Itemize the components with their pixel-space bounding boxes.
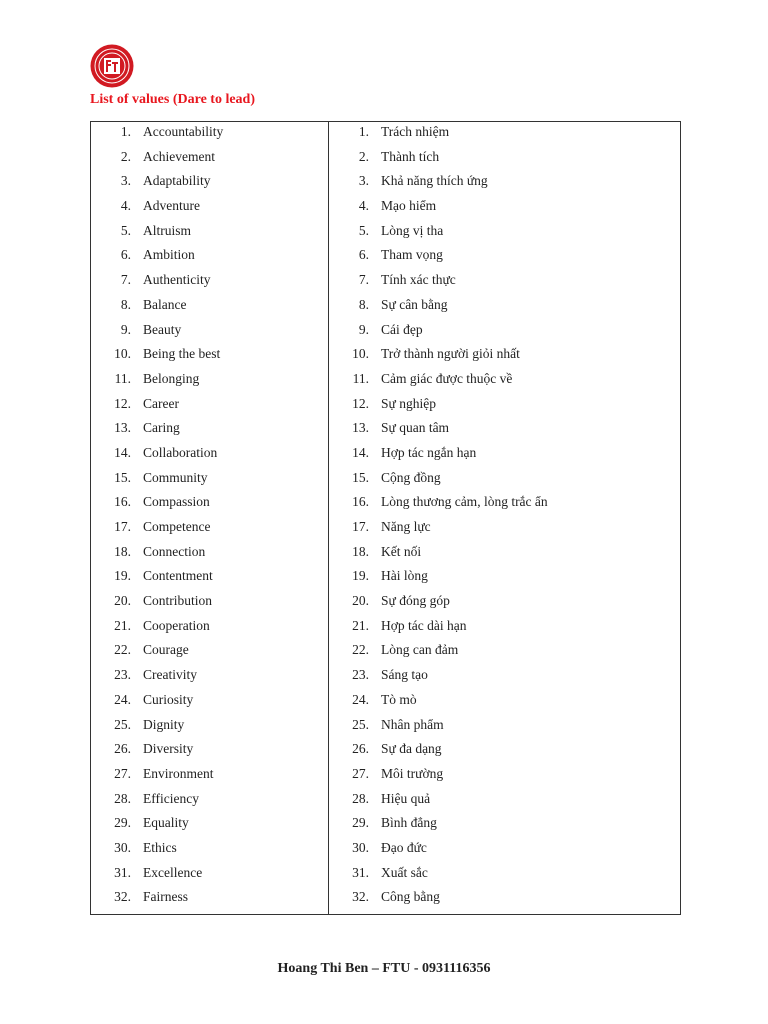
item-number: 18. bbox=[114, 543, 131, 559]
item-text: Sáng tạo bbox=[381, 667, 428, 683]
item-number: 15. bbox=[352, 469, 369, 485]
item-number: 31. bbox=[352, 864, 369, 880]
item-text: Tò mò bbox=[381, 691, 417, 707]
item-text: Sự quan tâm bbox=[381, 420, 450, 436]
item-text: Accountability bbox=[143, 124, 224, 139]
vietnamese-value-item bbox=[329, 642, 680, 667]
item-number: 19. bbox=[352, 568, 369, 584]
english-value-item bbox=[91, 322, 328, 347]
vietnamese-value-item bbox=[329, 815, 680, 840]
item-number: 3. bbox=[120, 173, 131, 189]
item-text: Năng lực bbox=[381, 519, 431, 534]
item-number: 1. bbox=[358, 124, 369, 139]
item-text: Achievement bbox=[143, 148, 215, 164]
item-number: 10. bbox=[352, 346, 369, 362]
item-text: Collaboration bbox=[143, 444, 218, 460]
item-number: 32. bbox=[114, 889, 131, 905]
item-number: 16. bbox=[352, 494, 369, 510]
item-text: Lòng thương cảm, lòng trắc ẩn bbox=[381, 494, 548, 510]
item-number: 13. bbox=[114, 420, 131, 436]
english-value-item bbox=[91, 692, 328, 717]
item-number: 29. bbox=[114, 815, 131, 831]
item-text: Altruism bbox=[143, 222, 192, 238]
vietnamese-value-item bbox=[329, 568, 680, 593]
item-text: Mạo hiểm bbox=[381, 198, 437, 214]
item-text: Contentment bbox=[143, 568, 213, 584]
item-text: Sự đa dạng bbox=[381, 741, 442, 757]
vietnamese-value-item bbox=[329, 149, 680, 174]
item-text: Equality bbox=[143, 815, 189, 831]
item-number: 20. bbox=[114, 593, 131, 609]
item-text: Sự nghiệp bbox=[381, 395, 436, 411]
item-number: 21. bbox=[352, 617, 369, 633]
item-text: Fairness bbox=[143, 889, 188, 905]
english-value-item bbox=[91, 198, 328, 223]
english-value-item bbox=[91, 124, 328, 149]
ftu-logo-icon bbox=[90, 44, 134, 88]
english-value-item bbox=[91, 297, 328, 322]
item-number: 30. bbox=[352, 839, 369, 855]
item-number: 17. bbox=[352, 519, 369, 534]
english-value-item bbox=[91, 568, 328, 593]
item-number: 16. bbox=[114, 494, 131, 510]
item-text: Dignity bbox=[143, 716, 185, 732]
english-value-item bbox=[91, 247, 328, 272]
english-value-item bbox=[91, 396, 328, 421]
item-text: Kết nối bbox=[381, 543, 422, 559]
item-text: Hợp tác ngắn hạn bbox=[381, 444, 477, 460]
vietnamese-value-item bbox=[329, 173, 680, 198]
item-text: Tham vọng bbox=[381, 247, 443, 263]
vietnamese-values-column bbox=[329, 122, 681, 915]
vietnamese-value-item bbox=[329, 124, 680, 149]
item-number: 32. bbox=[352, 889, 369, 905]
item-number: 7. bbox=[120, 272, 131, 288]
vietnamese-value-item bbox=[329, 494, 680, 519]
item-number: 12. bbox=[352, 395, 369, 411]
item-text: Thành tích bbox=[381, 148, 440, 164]
english-value-item bbox=[91, 445, 328, 470]
vietnamese-value-item bbox=[329, 667, 680, 692]
item-number: 29. bbox=[352, 815, 369, 831]
english-value-item bbox=[91, 791, 328, 816]
item-number: 4. bbox=[358, 198, 369, 214]
item-number: 10. bbox=[114, 346, 131, 362]
english-value-item bbox=[91, 741, 328, 766]
item-number: 21. bbox=[114, 617, 131, 633]
item-number: 6. bbox=[120, 247, 131, 263]
item-number: 2. bbox=[358, 148, 369, 164]
item-text: Trách nhiệm bbox=[381, 124, 450, 139]
item-text: Công bằng bbox=[381, 889, 440, 905]
item-text: Cái đẹp bbox=[381, 321, 423, 337]
item-number: 15. bbox=[114, 469, 131, 485]
item-number: 2. bbox=[120, 148, 131, 164]
english-value-item bbox=[91, 618, 328, 643]
english-value-item bbox=[91, 840, 328, 865]
vietnamese-value-item bbox=[329, 322, 680, 347]
item-number: 11. bbox=[114, 370, 131, 386]
item-number: 27. bbox=[352, 765, 369, 781]
item-text: Ethics bbox=[143, 839, 177, 855]
item-number: 25. bbox=[114, 716, 131, 732]
vietnamese-value-item bbox=[329, 618, 680, 643]
item-text: Efficiency bbox=[143, 790, 199, 806]
item-number: 26. bbox=[352, 741, 369, 757]
english-value-item bbox=[91, 815, 328, 840]
item-text: Authenticity bbox=[143, 272, 211, 288]
item-number: 13. bbox=[352, 420, 369, 436]
item-text: Sự cân bằng bbox=[381, 296, 448, 312]
vietnamese-value-item bbox=[329, 593, 680, 618]
english-value-item bbox=[91, 593, 328, 618]
vietnamese-value-item bbox=[329, 692, 680, 717]
item-number: 11. bbox=[352, 370, 369, 386]
item-number: 22. bbox=[352, 642, 369, 658]
item-text: Tính xác thực bbox=[381, 272, 456, 288]
vietnamese-value-item bbox=[329, 272, 680, 297]
item-number: 8. bbox=[120, 296, 131, 312]
english-values-list bbox=[91, 122, 328, 914]
item-number: 24. bbox=[114, 691, 131, 707]
english-value-item bbox=[91, 889, 328, 914]
vietnamese-value-item bbox=[329, 346, 680, 371]
vietnamese-value-item bbox=[329, 544, 680, 569]
vietnamese-values-list bbox=[329, 122, 680, 914]
item-text: Environment bbox=[143, 765, 214, 781]
item-text: Adventure bbox=[143, 198, 200, 214]
item-number: 23. bbox=[114, 667, 131, 683]
item-text: Khả năng thích ứng bbox=[381, 173, 488, 189]
item-text: Xuất sắc bbox=[381, 864, 428, 880]
vietnamese-value-item bbox=[329, 717, 680, 742]
item-number: 25. bbox=[352, 716, 369, 732]
english-value-item bbox=[91, 173, 328, 198]
item-number: 17. bbox=[114, 519, 131, 534]
item-text: Balance bbox=[143, 296, 187, 312]
item-number: 9. bbox=[358, 321, 369, 337]
english-value-item bbox=[91, 272, 328, 297]
vietnamese-value-item bbox=[329, 247, 680, 272]
vietnamese-value-item bbox=[329, 840, 680, 865]
item-text: Belonging bbox=[143, 370, 200, 386]
item-text: Career bbox=[143, 395, 179, 411]
item-text: Lòng can đảm bbox=[381, 642, 459, 658]
item-text: Contribution bbox=[143, 593, 213, 609]
item-number: 4. bbox=[120, 198, 131, 214]
english-value-item bbox=[91, 223, 328, 248]
item-number: 28. bbox=[352, 790, 369, 806]
vietnamese-value-item bbox=[329, 791, 680, 816]
item-number: 26. bbox=[114, 741, 131, 757]
vietnamese-value-item bbox=[329, 445, 680, 470]
item-text: Lòng vị tha bbox=[381, 222, 444, 238]
english-value-item bbox=[91, 470, 328, 495]
english-value-item bbox=[91, 642, 328, 667]
english-value-item bbox=[91, 346, 328, 371]
item-number: 28. bbox=[114, 790, 131, 806]
item-text: Connection bbox=[143, 543, 206, 559]
item-text: Competence bbox=[143, 519, 211, 534]
item-text: Hợp tác dài hạn bbox=[381, 617, 467, 633]
english-value-item bbox=[91, 667, 328, 692]
english-value-item bbox=[91, 766, 328, 791]
item-text: Cảm giác được thuộc về bbox=[381, 370, 513, 386]
item-number: 18. bbox=[352, 543, 369, 559]
item-text: Hài lòng bbox=[381, 568, 428, 584]
vietnamese-value-item bbox=[329, 766, 680, 791]
vietnamese-value-item bbox=[329, 396, 680, 421]
english-value-item bbox=[91, 420, 328, 445]
vietnamese-value-item bbox=[329, 741, 680, 766]
item-text: Excellence bbox=[143, 864, 203, 880]
item-number: 1. bbox=[120, 124, 131, 139]
vietnamese-value-item bbox=[329, 198, 680, 223]
item-number: 9. bbox=[120, 321, 131, 337]
item-text: Diversity bbox=[143, 741, 194, 757]
item-text: Sự đóng góp bbox=[381, 593, 450, 609]
item-number: 20. bbox=[352, 593, 369, 609]
english-value-item bbox=[91, 865, 328, 890]
english-value-item bbox=[91, 149, 328, 174]
item-number: 30. bbox=[114, 839, 131, 855]
item-number: 5. bbox=[120, 222, 131, 238]
english-value-item bbox=[91, 544, 328, 569]
item-text: Compassion bbox=[143, 494, 210, 510]
item-text: Being the best bbox=[143, 346, 221, 362]
item-text: Adaptability bbox=[143, 173, 211, 189]
item-text: Đạo đức bbox=[381, 839, 427, 855]
english-values-column bbox=[91, 122, 329, 915]
item-number: 22. bbox=[114, 642, 131, 658]
item-text: Trở thành người giỏi nhất bbox=[381, 346, 520, 362]
item-number: 24. bbox=[352, 691, 369, 707]
footer-author: Hoang Thi Ben – FTU - 0931116356 bbox=[277, 961, 491, 976]
item-number: 14. bbox=[352, 444, 369, 460]
vietnamese-value-item bbox=[329, 519, 680, 544]
item-number: 3. bbox=[358, 173, 369, 189]
vietnamese-value-item bbox=[329, 223, 680, 248]
item-number: 19. bbox=[114, 568, 131, 584]
english-value-item bbox=[91, 717, 328, 742]
item-number: 14. bbox=[114, 444, 131, 460]
item-text: Nhân phẩm bbox=[381, 716, 444, 732]
item-number: 12. bbox=[114, 395, 131, 411]
item-text: Caring bbox=[143, 420, 180, 436]
item-number: 8. bbox=[358, 296, 369, 312]
values-table bbox=[90, 121, 681, 915]
item-text: Ambition bbox=[143, 247, 195, 263]
item-text: Curiosity bbox=[143, 691, 194, 707]
vietnamese-value-item bbox=[329, 420, 680, 445]
english-value-item bbox=[91, 519, 328, 544]
item-number: 27. bbox=[114, 765, 131, 781]
item-text: Môi trường bbox=[381, 765, 444, 781]
item-text: Hiệu quả bbox=[381, 790, 431, 806]
english-value-item bbox=[91, 371, 328, 396]
item-number: 23. bbox=[352, 667, 369, 683]
item-number: 31. bbox=[114, 864, 131, 880]
vietnamese-value-item bbox=[329, 470, 680, 495]
vietnamese-value-item bbox=[329, 371, 680, 396]
item-text: Cộng đồng bbox=[381, 469, 441, 485]
item-text: Community bbox=[143, 469, 208, 485]
item-text: Creativity bbox=[143, 667, 197, 683]
item-text: Courage bbox=[143, 642, 189, 658]
document-title: List of values (Dare to lead) bbox=[90, 92, 255, 107]
item-text: Beauty bbox=[143, 321, 182, 337]
vietnamese-value-item bbox=[329, 297, 680, 322]
english-value-item bbox=[91, 494, 328, 519]
item-text: Cooperation bbox=[143, 617, 210, 633]
item-number: 7. bbox=[358, 272, 369, 288]
vietnamese-value-item bbox=[329, 865, 680, 890]
vietnamese-value-item bbox=[329, 889, 680, 914]
item-number: 5. bbox=[358, 222, 369, 238]
item-number: 6. bbox=[358, 247, 369, 263]
item-text: Bình đẳng bbox=[381, 815, 437, 831]
